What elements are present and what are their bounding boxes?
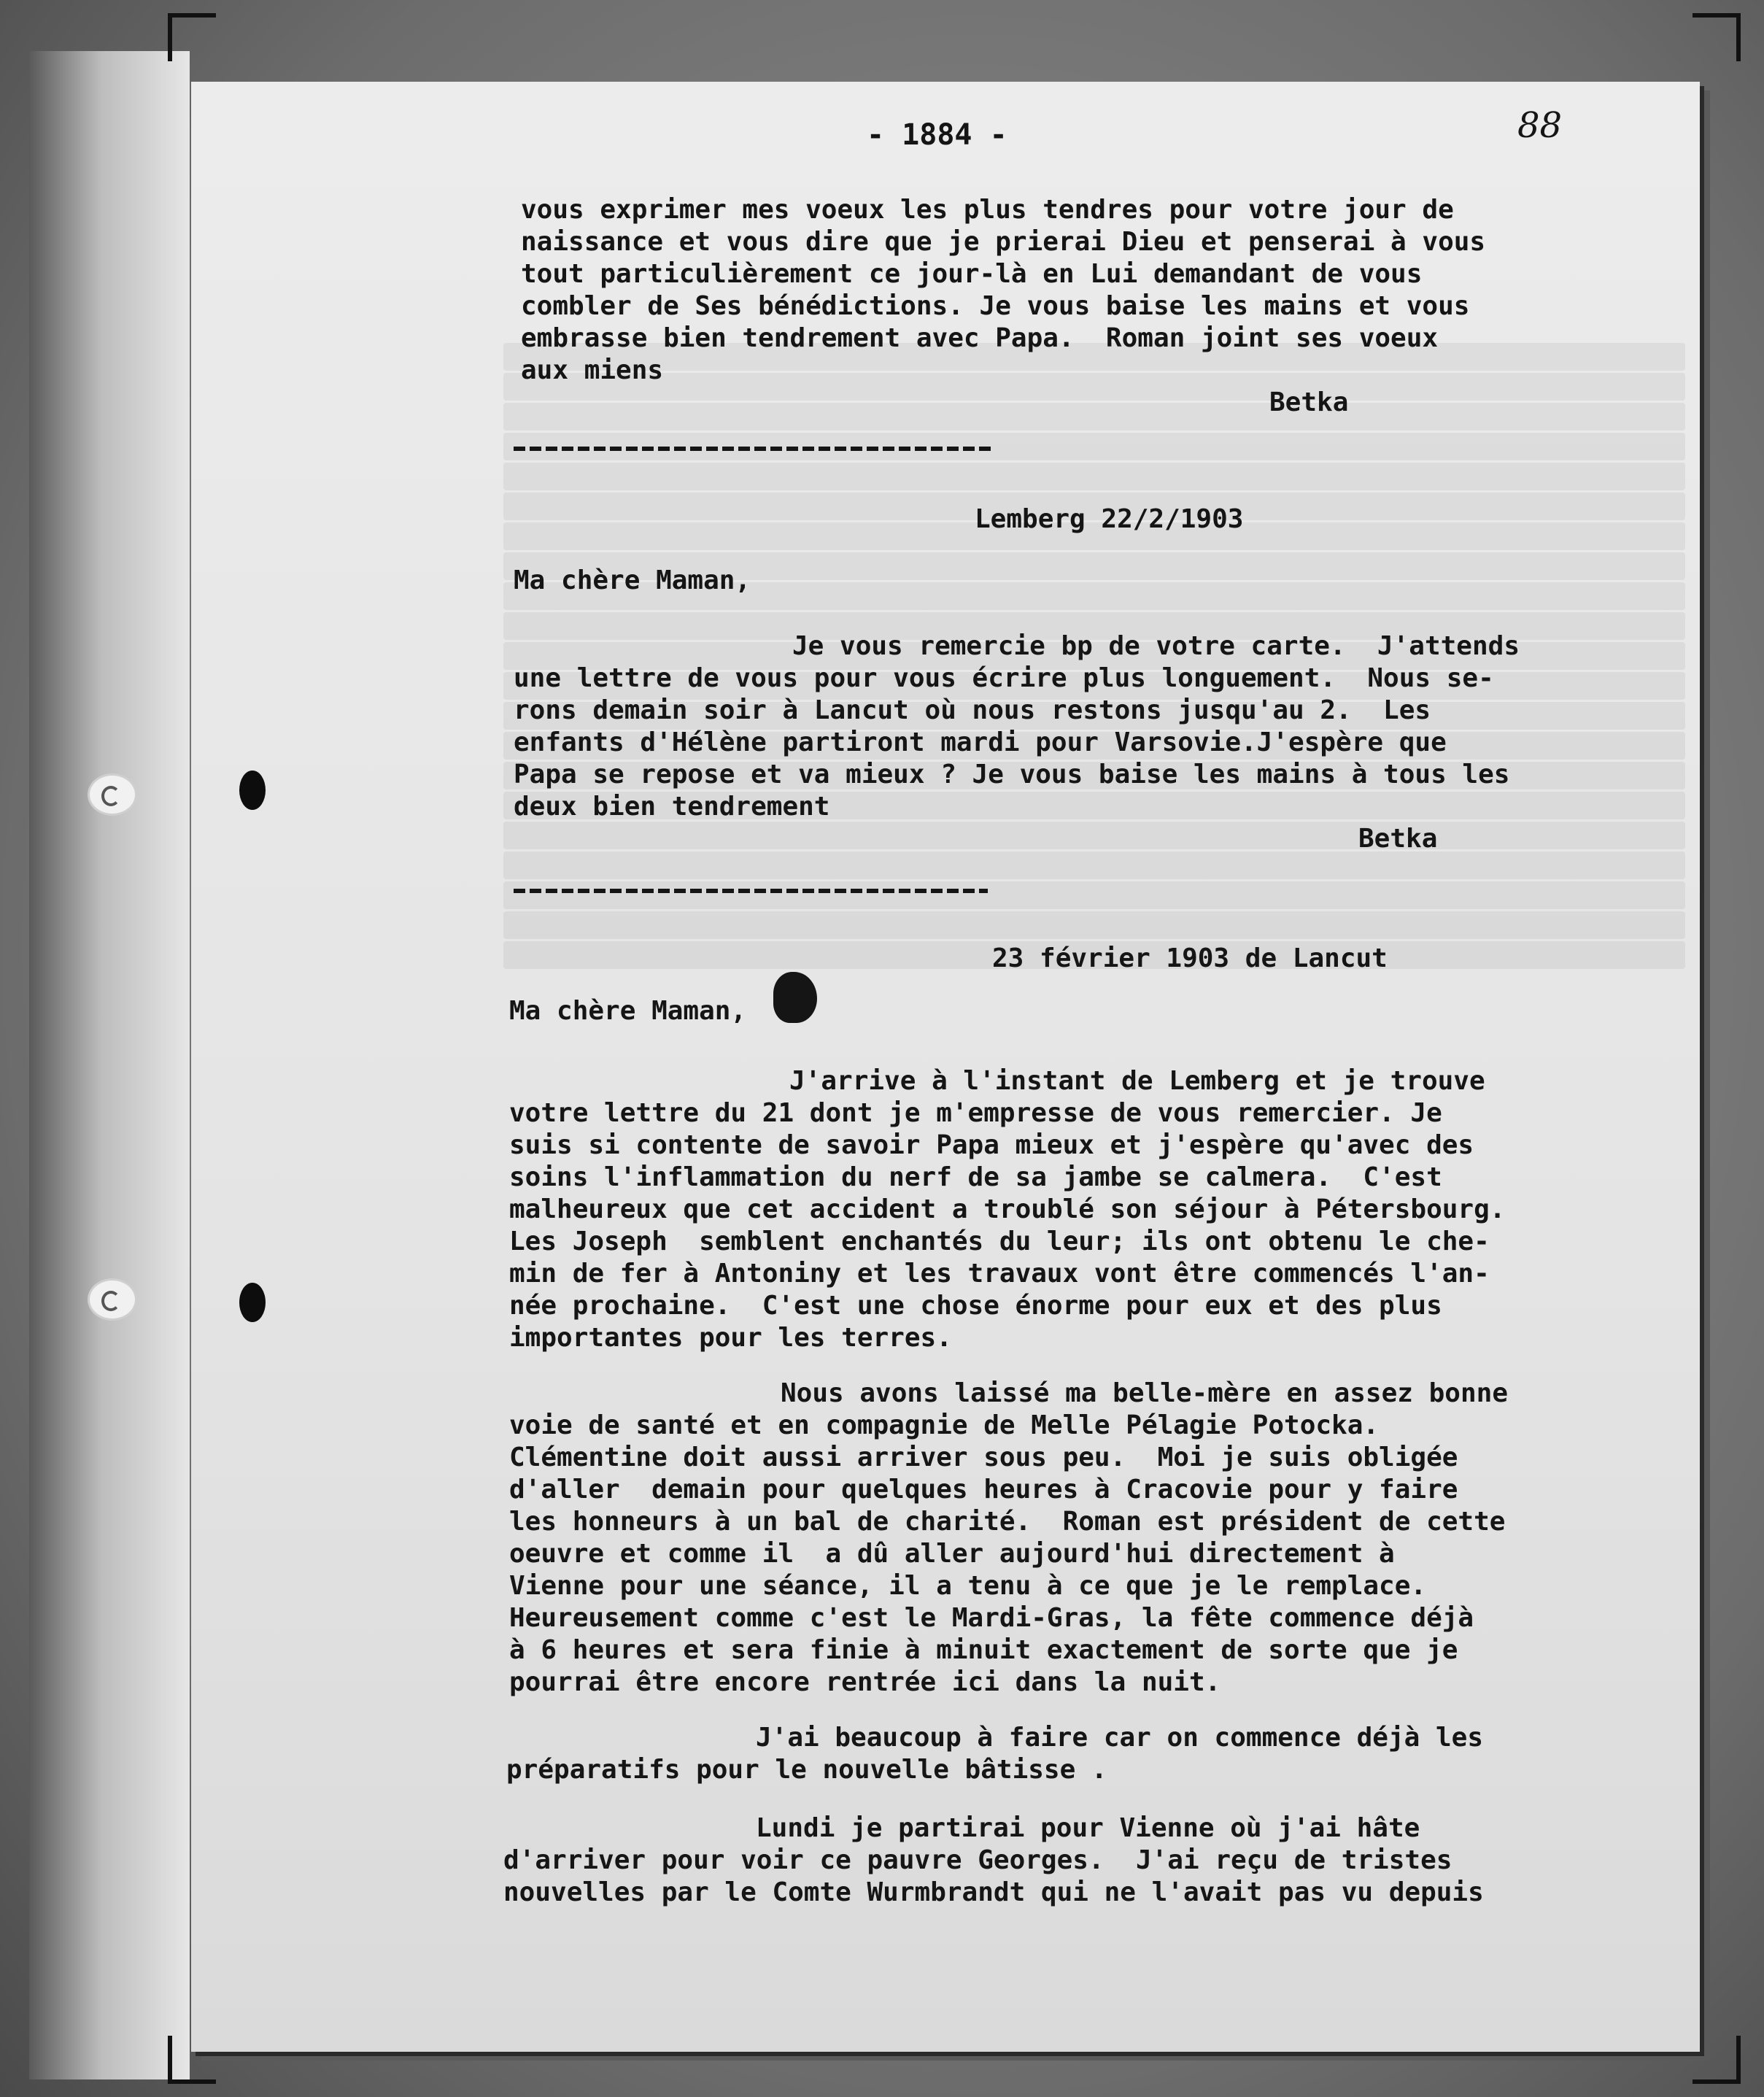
- text-line: d'aller demain pour quelques heures à Cracovie pour y faire: [509, 1475, 1458, 1505]
- text-line: tout particulièrement ce jour-là en Lui demandant de vous: [521, 259, 1423, 289]
- place-date: 23 février 1903 de Lancut: [992, 943, 1388, 973]
- binder-ring-icon: [88, 1278, 137, 1321]
- ink-smudge-icon: [773, 972, 817, 1023]
- text-line: d'arriver pour voir ce pauvre Georges. J'ai reçu de tristes: [503, 1845, 1452, 1875]
- text-line: suis si contente de savoir Papa mieux et j'espère qu'avec des: [509, 1130, 1474, 1160]
- text-line: deux bien tendrement: [514, 792, 830, 822]
- text-line: à 6 heures et sera finie à minuit exactement de sorte que je: [509, 1635, 1458, 1665]
- text-line: enfants d'Hélène partiront mardi pour Varsovie.J'espère que: [514, 727, 1447, 757]
- text-line: embrasse bien tendrement avec Papa. Roman joint ses voeux: [521, 323, 1439, 353]
- punch-hole-icon: [239, 771, 266, 810]
- text-line: importantes pour les terres.: [509, 1323, 952, 1353]
- text-line: née prochaine. C'est une chose énorme pour eux et des plus: [509, 1291, 1442, 1321]
- page-number: - 1884 -: [867, 118, 1007, 152]
- text-line: Lundi je partirai pour Vienne où j'ai hâte: [756, 1813, 1420, 1843]
- salutation: Ma chère Maman,: [514, 565, 751, 595]
- text-line: Je vous remercie bp de votre carte. J'attends: [792, 631, 1520, 661]
- binder-ring-icon: [88, 773, 137, 816]
- binder-edge: [29, 51, 190, 2079]
- place-date: Lemberg 22/2/1903: [975, 504, 1244, 534]
- signature: Betka: [1269, 387, 1349, 417]
- text-line: nouvelles par le Comte Wurmbrandt qui ne l'avait pas vu depuis: [503, 1877, 1484, 1907]
- text-line: malheureux que cet accident a troublé son séjour à Pétersbourg.: [509, 1194, 1506, 1224]
- text-line: soins l'inflammation du nerf de sa jambe se calmera. C'est: [509, 1162, 1442, 1192]
- signature: Betka: [1358, 824, 1438, 854]
- crop-mark-icon: [1693, 13, 1741, 61]
- text-line: J'ai beaucoup à faire car on commence déjà les: [756, 1723, 1483, 1753]
- letter-separator: [514, 447, 995, 451]
- crop-mark-icon: [168, 2036, 216, 2084]
- text-line: combler de Ses bénédictions. Je vous baise les mains et vous: [521, 291, 1470, 321]
- text-line: voie de santé et en compagnie de Melle Pélagie Potocka.: [509, 1410, 1380, 1440]
- text-line: Vienne pour une séance, il a tenu à ce que je le remplace.: [509, 1571, 1427, 1601]
- text-line: votre lettre du 21 dont je m'empresse de vous remercier. Je: [509, 1098, 1442, 1128]
- salutation: Ma chère Maman,: [509, 996, 747, 1026]
- text-line: pourrai être encore rentrée ici dans la nuit.: [509, 1667, 1221, 1697]
- text-line: Les Joseph semblent enchantés du leur; ils ont obtenu le che-: [509, 1227, 1490, 1256]
- crop-mark-icon: [1693, 2036, 1741, 2084]
- folio-number: 88: [1517, 105, 1563, 146]
- text-line: naissance et vous dire que je prierai Dieu et penserai à vous: [521, 227, 1486, 257]
- letter-separator: [514, 889, 988, 893]
- text-line: Nous avons laissé ma belle-mère en assez bonne: [781, 1378, 1508, 1408]
- text-line: Papa se repose et va mieux ? Je vous baise les mains à tous les: [514, 760, 1510, 789]
- text-line: Clémentine doit aussi arriver sous peu. Moi je suis obligée: [509, 1443, 1458, 1472]
- text-line: les honneurs à un bal de charité. Roman est président de cette: [509, 1507, 1506, 1537]
- text-line: Heureusement comme c'est le Mardi-Gras, la fête commence déjà: [509, 1603, 1474, 1633]
- text-line: préparatifs pour le nouvelle bâtisse .: [506, 1755, 1107, 1785]
- text-line: aux miens: [521, 355, 664, 385]
- text-line: min de fer à Antoniny et les travaux vont être commencés l'an-: [509, 1259, 1490, 1289]
- text-line: J'arrive à l'instant de Lemberg et je trouve: [789, 1066, 1485, 1096]
- text-line: vous exprimer mes voeux les plus tendres pour votre jour de: [521, 195, 1454, 225]
- text-line: oeuvre et comme il a dû aller aujourd'hui directement à: [509, 1539, 1395, 1569]
- crop-mark-icon: [168, 13, 216, 61]
- punch-hole-icon: [239, 1283, 266, 1322]
- text-line: rons demain soir à Lancut où nous restons jusqu'au 2. Les: [514, 695, 1431, 725]
- text-line: une lettre de vous pour vous écrire plus longuement. Nous se-: [514, 663, 1494, 693]
